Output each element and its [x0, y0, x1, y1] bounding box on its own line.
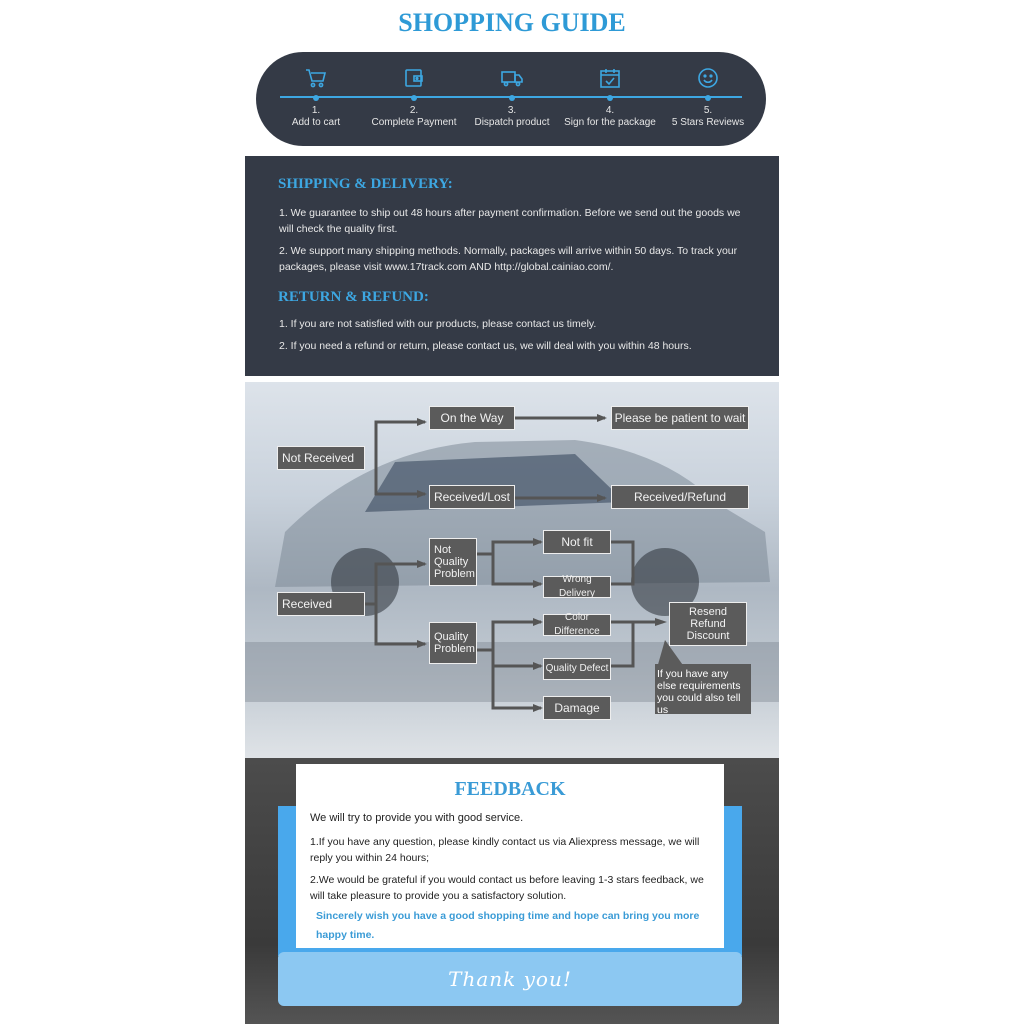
step-number: 4.	[605, 105, 615, 116]
wallet-icon	[402, 66, 426, 90]
step-sign-package	[555, 66, 665, 129]
step-dot	[411, 95, 417, 101]
shipping-heading: SHIPPING & DELIVERY:	[278, 176, 453, 192]
node-not-received: Not Received	[277, 446, 365, 470]
policy-panel	[245, 156, 779, 376]
step-number: 2.	[409, 105, 419, 116]
feedback-text-2: 2.We would be grateful if you would contact us before leaving 1-3 stars feedback, we will take pleasure to provide you a satisfactory solution.	[310, 874, 704, 902]
step-dot	[313, 95, 319, 101]
step-dot	[509, 95, 515, 101]
node-on-the-way: On the Way	[429, 406, 515, 430]
node-color-difference: Color Difference	[543, 614, 611, 636]
step-dispatch-product	[457, 66, 567, 129]
node-quality-problem: Quality Problem	[429, 622, 477, 664]
step-label: Sign for the package	[564, 117, 656, 128]
shipping-text-1: 1. We guarantee to ship out 48 hours after payment confirmation. Before we send out the goods we will check the quality first.	[279, 207, 741, 235]
step-reviews	[653, 66, 763, 129]
shopping-steps	[256, 52, 766, 146]
node-received-lost: Received/Lost	[429, 485, 515, 509]
step-dot	[705, 95, 711, 101]
feedback-intro: We will try to provide you with good service.	[310, 812, 524, 824]
return-text-1: 1. If you are not satisfied with our products, please contact us timely.	[279, 318, 597, 330]
node-please-wait: Please be patient to wait	[611, 406, 749, 430]
cart-icon	[304, 66, 328, 90]
node-resolution: Resend Refund Discount	[669, 602, 747, 646]
node-quality-defect: Quality Defect	[543, 658, 611, 680]
step-label: Add to cart	[291, 117, 341, 128]
feedback-text-1: 1.If you have any question, please kindly contact us via Aliexpress message, we will reply you within 24 hours;	[310, 836, 700, 864]
step-number: 1.	[311, 105, 321, 116]
feedback-heading: FEEDBACK	[454, 778, 566, 800]
thank-you-banner: Thank you!	[278, 952, 742, 1006]
node-received-refund: Received/Refund	[611, 485, 749, 509]
shipping-text-2: 2. We support many shipping methods. Normally, packages will arrive within 50 days. To track your packages, please visit www.17track.com AND http://global.cainiao.com/.	[279, 245, 738, 273]
requirements-note: If you have any else requirements you could also tell us	[657, 668, 741, 716]
node-received: Received	[277, 592, 365, 616]
node-wrong-delivery: Wrong Delivery	[543, 576, 611, 598]
smiley-icon	[696, 66, 720, 90]
step-label: Complete Payment	[371, 117, 457, 128]
step-add-to-cart	[261, 66, 371, 129]
step-number: 5.	[703, 105, 713, 116]
feedback-highlight: Sincerely wish you have a good shopping time and hope can bring you more happy time.	[316, 910, 700, 941]
step-complete-payment	[359, 66, 469, 129]
step-label: Dispatch product	[474, 117, 550, 128]
step-dot	[607, 95, 613, 101]
page-title: SHOPPING GUIDE	[398, 8, 626, 37]
node-damage: Damage	[543, 696, 611, 720]
step-label: 5 Stars Reviews	[671, 117, 745, 128]
feedback-card	[296, 764, 724, 948]
feedback-section	[245, 758, 779, 1024]
truck-icon	[500, 66, 524, 90]
node-not-fit: Not fit	[543, 530, 611, 554]
step-number: 3.	[507, 105, 517, 116]
return-text-2: 2. If you need a refund or return, please contact us, we will deal with you within 48 hours.	[279, 340, 692, 352]
calendar-check-icon	[598, 66, 622, 90]
return-heading: RETURN & REFUND:	[278, 289, 429, 305]
after-sales-flowchart	[245, 382, 779, 758]
node-not-quality-problem: Not Quality Problem	[429, 538, 477, 586]
